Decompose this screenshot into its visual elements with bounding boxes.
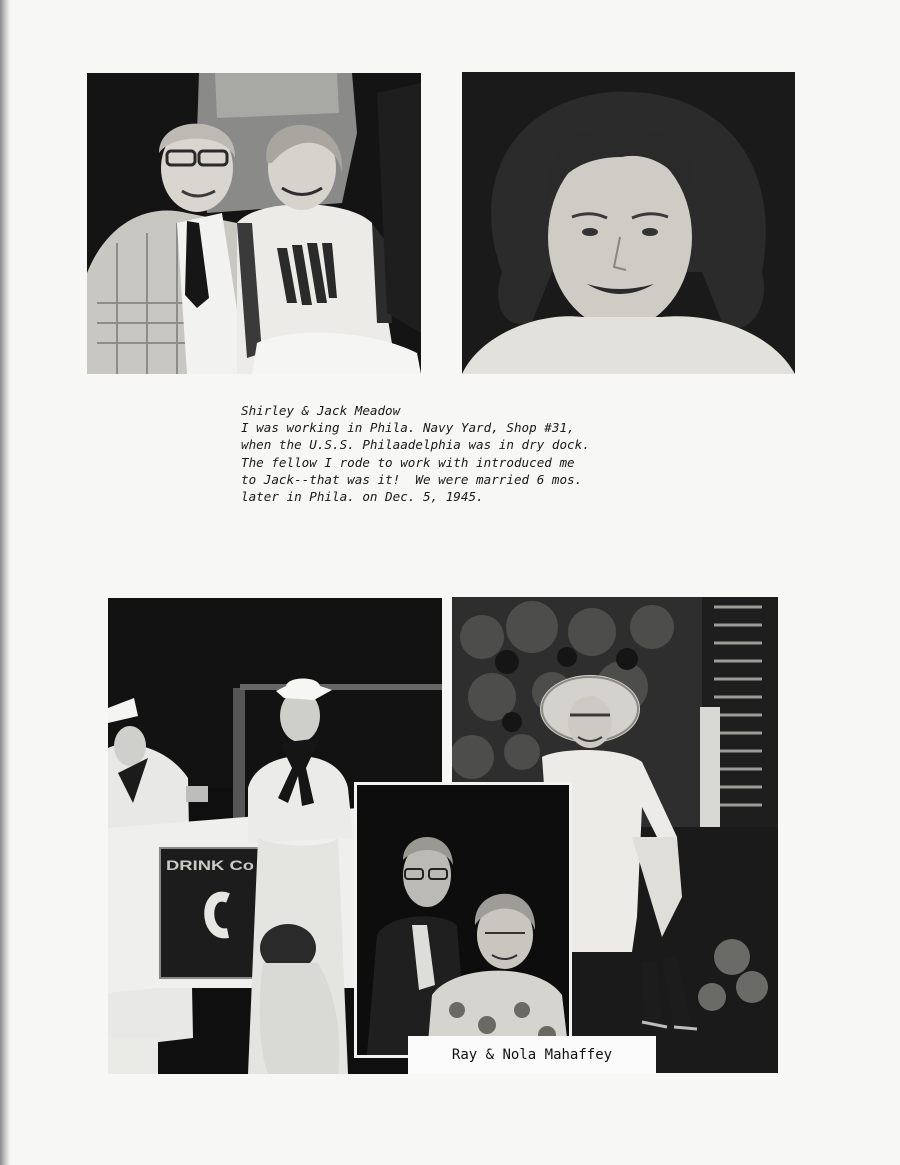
- caption-line: to Jack--that was it! We were married 6 mos.: [241, 471, 583, 487]
- caption-line: The fellow I rode to work with introduced me: [241, 454, 575, 470]
- stand-sign-text: DRINK Co: [166, 857, 254, 873]
- caption-names: Shirley & Jack Meadow: [241, 403, 401, 418]
- photo-ray-and-nola-mahaffey: [354, 782, 572, 1058]
- caption-line: later in Phila. on Dec. 5, 1945.: [241, 489, 484, 505]
- caption-line: when the U.S.S. Philaadelphia was in dry dock.: [241, 437, 590, 453]
- page-edge-shadow: [0, 0, 10, 1165]
- photo-young-woman-portrait: [462, 72, 795, 374]
- photo-caption: [241, 402, 661, 505]
- photo-name-label: Ray & Nola Mahaffey: [408, 1036, 656, 1074]
- caption-line: I was working in Phila. Navy Yard, Shop #31,: [241, 420, 575, 436]
- photo-couple-at-event: [87, 73, 421, 374]
